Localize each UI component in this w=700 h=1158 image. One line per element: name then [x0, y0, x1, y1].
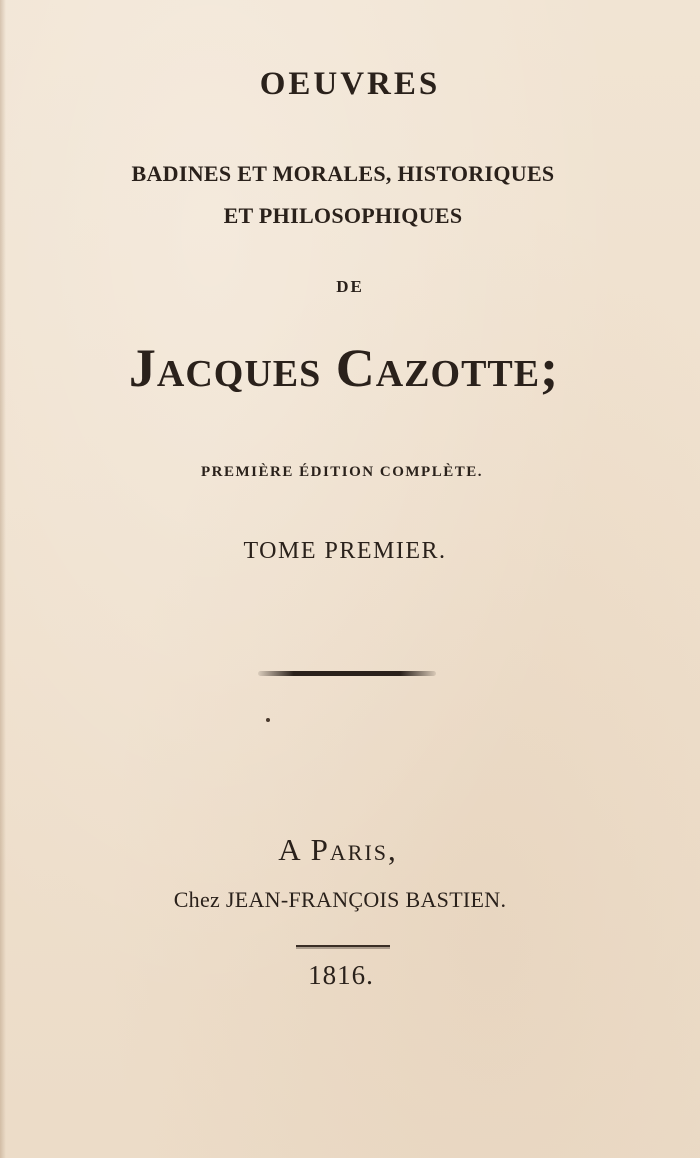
publication-year: 1816. [308, 960, 374, 990]
book-title: OEUVRES [259, 66, 441, 102]
decorative-rule [258, 671, 436, 676]
ink-speck [266, 718, 270, 722]
subtitle-line-2: ET PHILOSOPHIQUES [223, 203, 463, 228]
author-name: Jacques Cazotte; [128, 338, 560, 398]
place-of-publication: A Paris, [278, 832, 398, 867]
double-rule [296, 945, 390, 947]
edition-statement: PREMIÈRE ÉDITION COMPLÈTE. [201, 464, 483, 480]
author-preposition: DE [336, 277, 364, 296]
publisher-line: Chez JEAN-FRANÇOIS BASTIEN. [173, 887, 507, 912]
volume-statement: TOME PREMIER. [243, 538, 447, 564]
subtitle-line-1: BADINES ET MORALES, HISTORIQUES [131, 161, 555, 186]
